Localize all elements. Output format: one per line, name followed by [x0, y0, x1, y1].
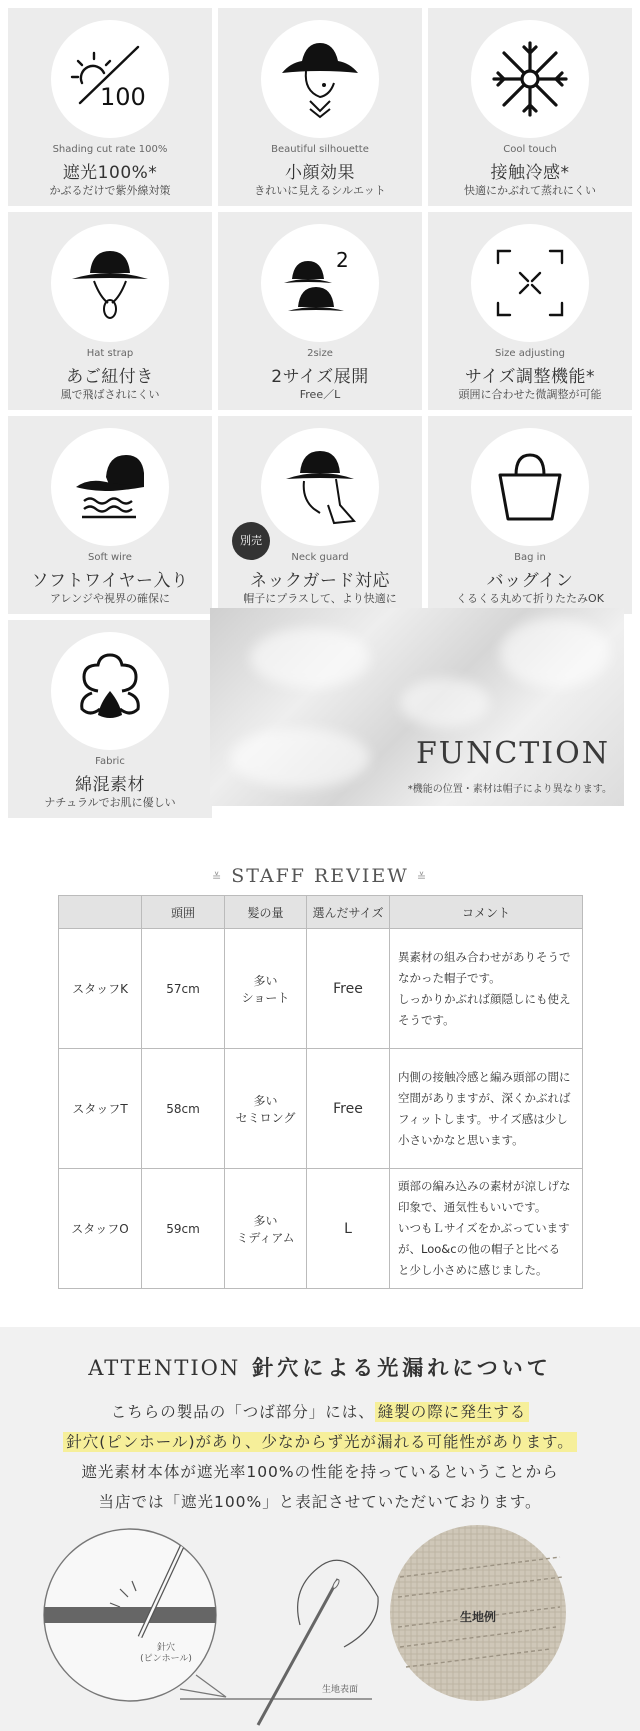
attention-line-3: 遮光素材本体が遮光率100%の性能を持っているということから	[81, 1463, 559, 1481]
feature-bag-in	[428, 416, 632, 614]
feature-en-label: 2size	[307, 348, 333, 359]
feature-en-label: Bag in	[514, 552, 546, 563]
hair-volume	[225, 1049, 307, 1169]
hair-length: ミディアム	[236, 1230, 295, 1245]
feature-title: あご紐付き	[66, 367, 154, 387]
feature-en-label: Cool touch	[503, 144, 557, 155]
feature-title: ネックガード対応	[250, 571, 390, 591]
feature-description: アレンジや視界の確保に	[49, 592, 170, 605]
column-header: 髪の量	[225, 896, 307, 929]
comment-line: 異素材の組み合わせがありそうで	[398, 949, 571, 964]
attention-title-jp: 針穴による光漏れについて	[252, 1356, 552, 1380]
feature-title: 接触冷感*	[490, 163, 570, 183]
staff-review-title-text: STAFF REVIEW	[231, 865, 409, 887]
pinhole-label-line: (ピンホール)	[140, 1654, 192, 1664]
snowflake-icon	[490, 39, 570, 119]
feature-en-label: Size adjusting	[495, 348, 565, 359]
feature-icon-circle	[51, 224, 169, 342]
chevron-down-icon: ≚	[211, 870, 224, 884]
feature-icon-circle	[471, 224, 589, 342]
feature-icon-circle	[261, 20, 379, 138]
pinhole-label-line: 針穴	[156, 1643, 175, 1653]
feature-description: 快適にかぶれて蒸れにくい	[464, 184, 596, 197]
feature-icon-circle	[261, 224, 379, 342]
comment-line: いつもＬサイズをかぶっています	[398, 1221, 570, 1235]
feature-title: 遮光100%*	[62, 163, 158, 183]
comment-line: なかった帽子です。	[398, 970, 501, 985]
table-row	[59, 1049, 583, 1169]
feature-cool-touch	[428, 8, 632, 206]
thread	[298, 1560, 378, 1647]
hair-length: ショート	[241, 990, 290, 1005]
feature-description: 頭囲に合わせた微調整が可能	[458, 388, 602, 401]
staff-review-title	[0, 865, 640, 887]
column-header: コメント	[390, 896, 583, 929]
pinhole-label	[136, 1643, 196, 1665]
attention-line-4: 当店では「遮光100%」と表記させていただいております。	[98, 1493, 542, 1511]
feature-silhouette	[218, 8, 422, 206]
hair-volume	[225, 1169, 307, 1289]
feature-icon-circle	[51, 20, 169, 138]
sun-100-icon	[70, 39, 150, 119]
comment-line: そうです。	[398, 1012, 455, 1027]
comment-line: フィットします。サイズ感は少し	[398, 1111, 568, 1126]
feature-size-adjusting	[428, 212, 632, 410]
column-header	[59, 896, 142, 929]
head-size: 59cm	[142, 1169, 225, 1289]
feature-description: 風で飛ばされにくい	[60, 388, 160, 401]
chosen-size: Free	[307, 1049, 390, 1169]
hair-amount: 多い	[253, 973, 278, 988]
hair-volume	[225, 929, 307, 1049]
feature-en-label: Beautiful silhouette	[271, 144, 369, 155]
comment	[390, 1049, 583, 1169]
feature-description: くるくる丸めて折りたたみOK	[456, 592, 604, 605]
head-size: 58cm	[142, 1049, 225, 1169]
attention-title-en: ATTENTION	[88, 1356, 241, 1380]
feature-neck-guard	[218, 416, 422, 614]
feature-en-label: Soft wire	[88, 552, 132, 563]
hair-amount: 多い	[253, 1093, 278, 1108]
size-adjust-arrows-icon	[490, 243, 570, 323]
chosen-size: Free	[307, 929, 390, 1049]
svg-text:100: 100	[100, 83, 146, 111]
light-shadow-decoration	[500, 618, 610, 688]
attention-highlight: 縫製の際に発生する	[375, 1402, 530, 1422]
feature-description: かぶるだけで紫外線対策	[49, 184, 171, 197]
soft-wire-hat-icon	[70, 447, 150, 527]
comment-line: 印象で、通気性もいいです。	[398, 1200, 547, 1214]
fabric-surface-label: 生地表面	[322, 1685, 359, 1695]
attention-section	[0, 1327, 640, 1731]
feature-icon-circle	[471, 20, 589, 138]
feature-icon-circle	[51, 428, 169, 546]
sold-separately-badge: 別売	[232, 522, 270, 560]
light-shadow-decoration	[230, 728, 370, 788]
comment-line: と少し小さめに感じました。	[398, 1263, 548, 1277]
chosen-size: L	[307, 1169, 390, 1289]
function-note: *機能の位置・素材は帽子により異なります。	[407, 784, 612, 795]
comment-line: しっかりかぶれば顔隠しにも使え	[398, 991, 571, 1006]
feature-hat-strap	[8, 212, 212, 410]
table-header-row	[59, 896, 583, 929]
attention-highlight: 針穴(ピンホール)があり、少なからず光が漏れる可能性があります。	[63, 1432, 577, 1452]
bag-icon	[490, 447, 570, 527]
feature-title: バッグイン	[486, 571, 574, 591]
pinhole-illustration	[0, 1327, 640, 1731]
feature-en-label: Fabric	[95, 756, 125, 767]
attention-text: こちらの製品の「つば部分」には、	[110, 1403, 375, 1421]
feature-title: 小顔効果	[285, 163, 355, 183]
staff-review-table	[58, 895, 583, 1289]
head-size: 57cm	[142, 929, 225, 1049]
column-header: 頭囲	[142, 896, 225, 929]
feature-description: 帽子にプラスして、より快適に	[243, 592, 397, 605]
comment	[390, 1169, 583, 1289]
chevron-down-icon: ≚	[416, 870, 429, 884]
feature-title: サイズ調整機能*	[464, 367, 596, 387]
comment-line: 頭部の編み込みの素材が涼しげな	[398, 1179, 571, 1193]
fabric-sample-label: 生地例	[460, 1610, 497, 1624]
hair-length: セミロング	[235, 1110, 296, 1125]
feature-en-label: Neck guard	[291, 552, 349, 563]
feature-title: 2サイズ展開	[271, 367, 369, 387]
comment-line: 内側の接触冷感と編み頭部の間に	[398, 1069, 571, 1084]
feature-shading	[8, 8, 212, 206]
light-shadow-decoration	[400, 678, 490, 728]
comment	[390, 929, 583, 1049]
function-banner	[210, 608, 624, 806]
feature-en-label: Shading cut rate 100%	[52, 144, 168, 155]
wide-brim-hat-face-icon	[280, 39, 360, 119]
feature-title: ソフトワイヤー入り	[31, 571, 189, 591]
staff-name: スタッフO	[59, 1169, 142, 1289]
feature-icon-circle	[471, 428, 589, 546]
comment-line: が、Loo&cの他の帽子と比べる	[398, 1242, 561, 1256]
feature-fabric	[8, 620, 212, 818]
feature-description: きれいに見えるシルエット	[254, 184, 386, 197]
hat-strap-icon	[70, 243, 150, 323]
comment-line: 空間がありますが、深くかぶれば	[398, 1090, 571, 1105]
feature-title: 綿混素材	[75, 775, 145, 795]
comment-line: 小さいかなと思います。	[398, 1132, 524, 1147]
cotton-flower-icon	[70, 651, 150, 731]
feature-en-label: Hat strap	[86, 348, 134, 359]
feature-icon-circle	[261, 428, 379, 546]
feature-description: Free／L	[299, 388, 341, 401]
staff-name: スタッフK	[59, 929, 142, 1049]
svg-text:2: 2	[336, 248, 349, 272]
feature-2size	[218, 212, 422, 410]
neck-guard-hat-icon	[280, 447, 360, 527]
table-row	[59, 1169, 583, 1289]
light-shadow-decoration	[250, 628, 370, 688]
hair-amount: 多い	[253, 1213, 278, 1228]
column-header: 選んだサイズ	[307, 896, 390, 929]
staff-name: スタッフT	[59, 1049, 142, 1169]
feature-description: ナチュラルでお肌に優しい	[44, 796, 176, 809]
feature-icon-circle	[51, 632, 169, 750]
function-title: FUNCTION	[415, 736, 610, 771]
two-hats-icon	[280, 243, 360, 323]
table-row	[59, 929, 583, 1049]
feature-soft-wire	[8, 416, 212, 614]
